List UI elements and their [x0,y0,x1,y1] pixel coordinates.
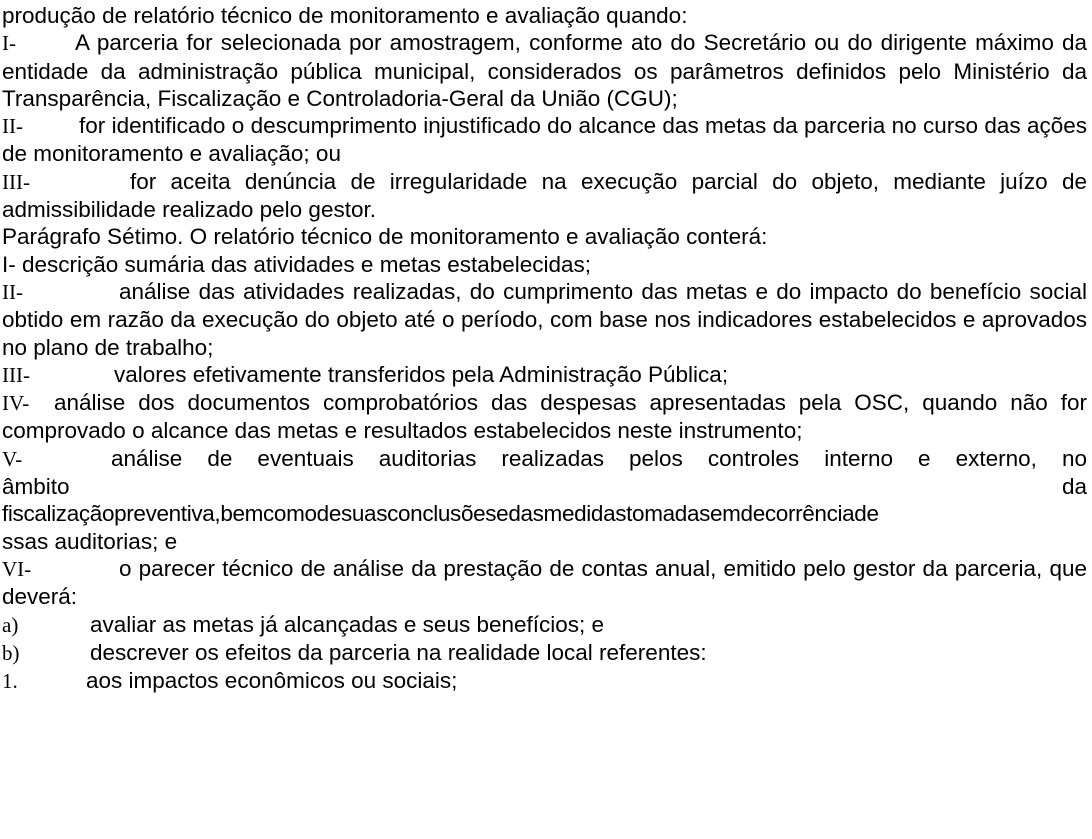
sub-list-item [2,611,1087,639]
item-marker: II- [2,114,23,139]
item-marker: I- [2,31,16,56]
item-text: descrição sumária das atividades e metas estabelecidas; [22,251,592,277]
paragraph-setimo: Parágrafo Sétimo. O relatório técnico de monitoramento e avaliação conterá: [2,224,768,250]
item-marker: IV- [2,391,30,416]
item-marker: a) [2,612,19,637]
item-text: âmbito [2,474,70,500]
item-text: análise das atividades realizadas, do cumprimento das metas e do impacto do benefício social obtido em razão da execução do objeto até o período, com base nos indicadores estabelecidos e aprovados no plano de trabalho; [2,278,1087,360]
list-item [2,361,1087,389]
item-text: análise dos documentos comprobatórios das despesas apresentadas pela OSC, quando não for comprovado o alcance das metas e resultados estabelecidos neste instrumento; [2,390,1087,444]
list-item [2,29,1087,112]
sub-list-item [2,667,1087,695]
item-text: for identificado o descumprimento injustificado do alcance das metas da parceria no curso das ações de monitoramento e avaliação; ou [2,113,1087,167]
item-marker: VI- [2,556,32,581]
list-item [2,445,1087,555]
item-text: valores efetivamente transferidos pela Administração Pública; [114,361,729,387]
item-marker: II- [2,279,23,304]
item-text: aos impactos econômicos ou sociais; [86,668,458,694]
list-item [2,112,1087,168]
item-marker: V- [2,446,23,471]
intro-paragraph: produção de relatório técnico de monitoramento e avaliação quando: [2,3,688,28]
item-text: o parecer técnico de análise da prestação de contas anual, emitido pelo gestor da parceria, que deverá: [2,555,1087,610]
sub-list-item [2,639,1087,667]
item-text: análise de eventuais auditorias realizadas pelos controles interno e externo, no [111,445,1087,471]
item-marker: 1. [2,669,18,694]
item-text: A parceria for selecionada por amostragem, conforme ato do Secretário ou do dirigente máximo da entidade da administração pública municipal, considerados os parâmetros definidos pelo Ministério da Transparência, Fiscalização e Controladoria-Geral da União (CGU); [2,30,1087,111]
item-marker: b) [2,640,20,665]
list-item [2,278,1087,361]
list-item [2,389,1087,445]
item-v-line: ssas auditorias; e [2,528,178,554]
item-marker: III- [2,362,30,387]
list-item [2,251,1087,278]
item-marker: I- [2,251,16,277]
item-text: for aceita denúncia de irregularidade na execução parcial do objeto, mediante juízo de admissibilidade realizado pelo gestor. [2,168,1087,223]
item-text: descrever os efeitos da parceria na realidade local referentes: [90,639,707,665]
list-item [2,555,1087,611]
item-text: avaliar as metas já alcançadas e seus benefícios; e [90,611,605,637]
list-item [2,168,1087,224]
item-text: da [1061,474,1087,500]
item-v-line: fiscalizaçãopreventiva,bemcomodesuasconclusõesedasmedidastomadasemdecorrênciade [2,501,879,527]
item-v-line [2,473,1087,500]
item-marker: III- [2,169,30,194]
item-v-line [2,445,1087,473]
